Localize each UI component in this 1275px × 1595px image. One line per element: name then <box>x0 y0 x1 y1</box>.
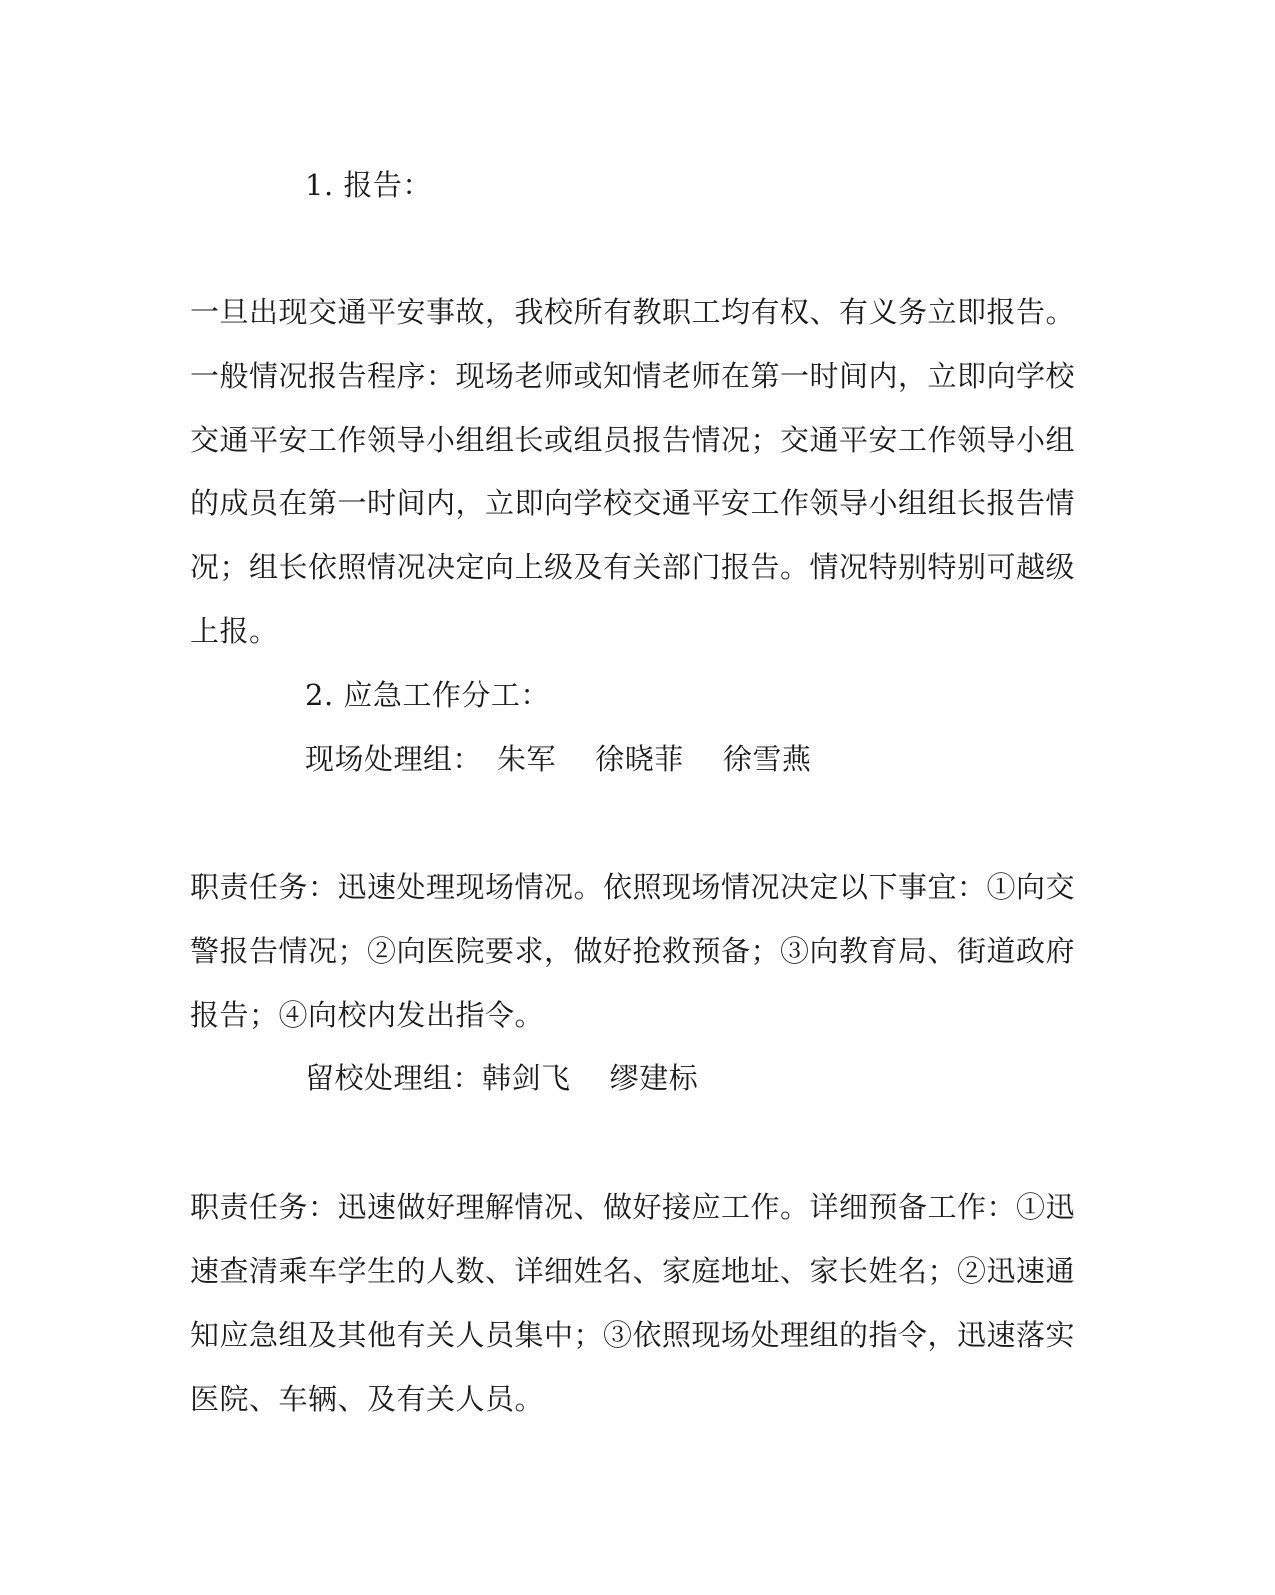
section1-paragraph-line: 一旦出现交通平安事故，我校所有教职工均有权、有义务立即报告。 <box>190 295 1076 329</box>
section2-heading: 2. 应急工作分工： <box>305 678 550 712</box>
onsite-group-members: 现场处理组： 朱军 徐晓菲 徐雪燕 <box>305 742 812 776</box>
school-duty-line: 医院、车辆、及有关人员。 <box>190 1382 545 1416</box>
onsite-duty-line: 警报告情况；②向医院要求，做好抢救预备；③向教育局、街道政府 <box>190 934 1076 968</box>
onsite-duty-line: 报告；④向校内发出指令。 <box>190 998 545 1032</box>
school-duty-line: 速查清乘车学生的人数、详细姓名、家庭地址、家长姓名；②迅速通 <box>190 1254 1076 1288</box>
section1-paragraph-line: 况；组长依照情况决定向上级及有关部门报告。情况特别特别可越级 <box>190 550 1076 584</box>
onsite-duty-line: 职责任务：迅速处理现场情况。依照现场情况决定以下事宜：①向交 <box>190 870 1076 904</box>
section1-paragraph-line: 一般情况报告程序：现场老师或知情老师在第一时间内，立即向学校 <box>190 359 1076 393</box>
section1-paragraph-line: 的成员在第一时间内，立即向学校交通平安工作领导小组组长报告情 <box>190 486 1076 520</box>
section1-paragraph-line: 上报。 <box>190 614 279 648</box>
section1-heading: 1. 报告： <box>305 168 432 202</box>
section1-paragraph-line: 交通平安工作领导小组组长或组员报告情况；交通平安工作领导小组 <box>190 423 1076 457</box>
school-duty-line: 职责任务：迅速做好理解情况、做好接应工作。详细预备工作：①迅 <box>190 1190 1076 1224</box>
school-duty-line: 知应急组及其他有关人员集中；③依照现场处理组的指令，迅速落实 <box>190 1318 1076 1352</box>
school-group-members: 留校处理组：韩剑飞 缪建标 <box>305 1061 699 1095</box>
